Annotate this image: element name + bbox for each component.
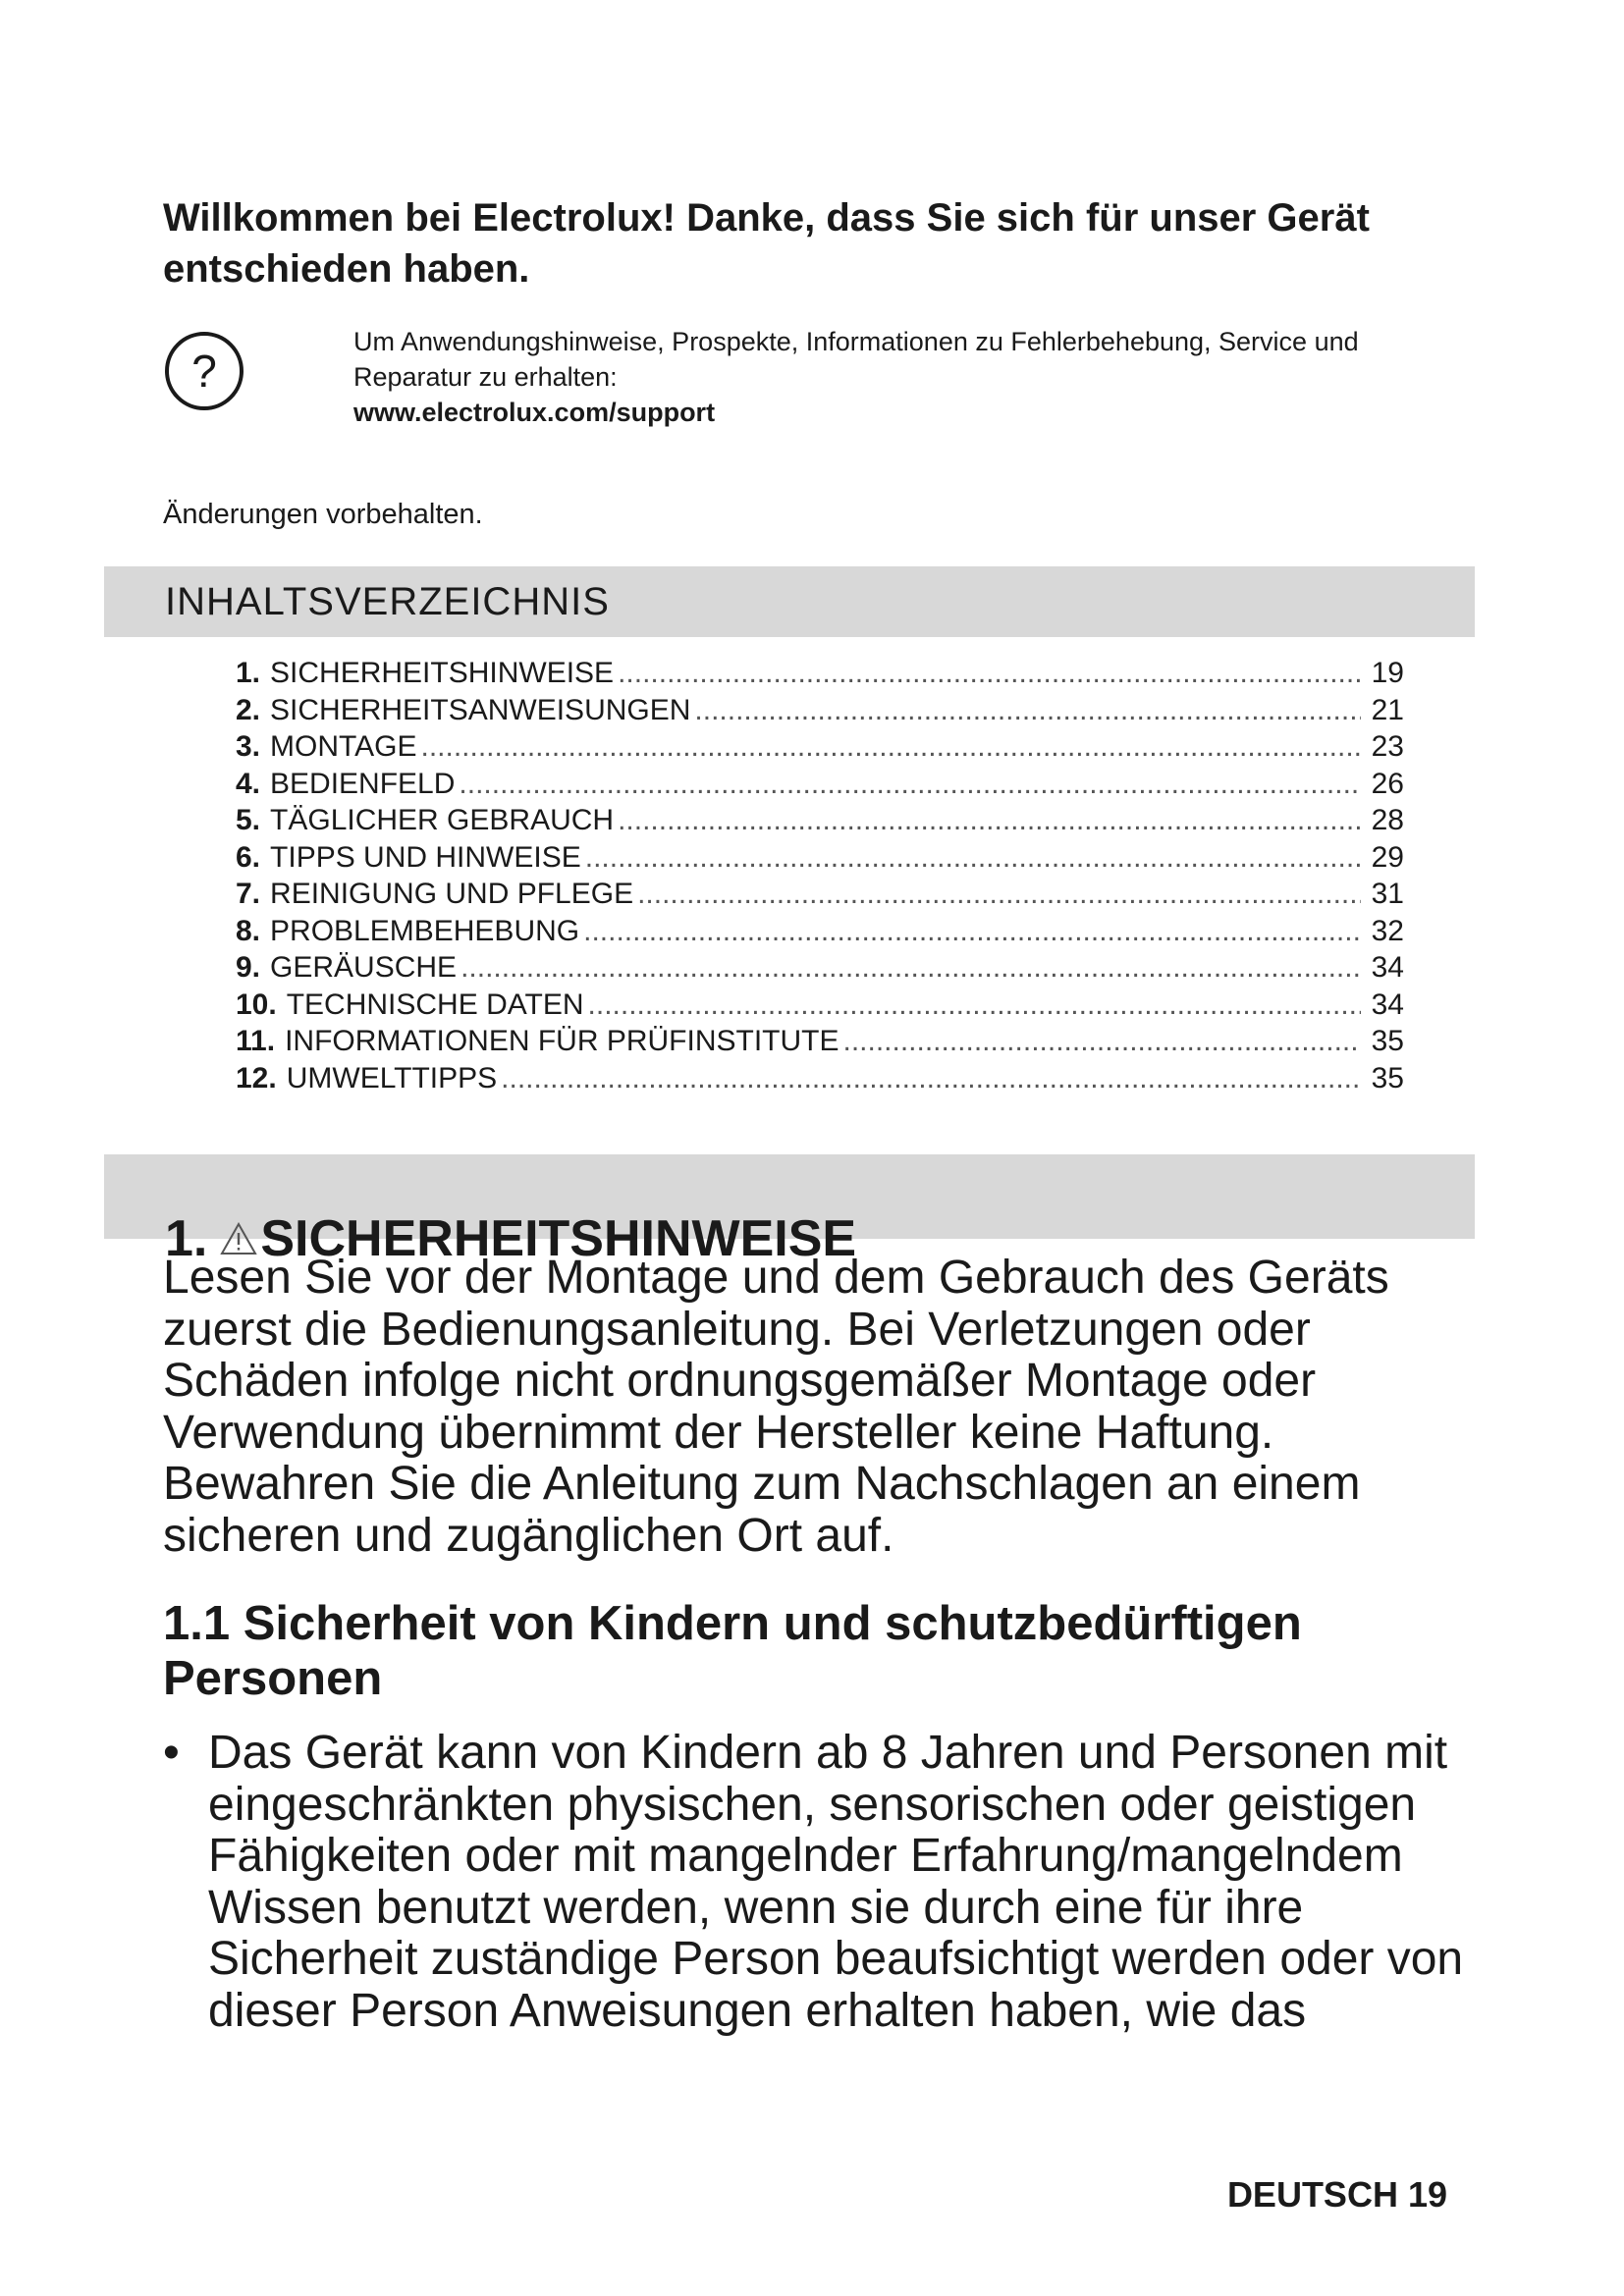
toc-entry-label: TÄGLICHER GEBRAUCH bbox=[270, 804, 615, 836]
toc-entry-page: 32 bbox=[1371, 914, 1404, 947]
toc-entry-label: MONTAGE bbox=[270, 730, 417, 763]
toc-entry[interactable] bbox=[236, 655, 1404, 692]
toc-header bbox=[104, 566, 1475, 637]
section-intro: Lesen Sie vor der Montage und dem Gebrauch des Geräts zuerst die Bedienungsanleitung. Bei Verletzungen oder Schäden infolge nicht ordnungsgemäßer Montage oder Verwendung übernimmt der Hersteller keine Haftung. Bewahren Sie die Anleitung zum Nachschlagen an einem sicheren und zugänglichen Ort auf. bbox=[163, 1252, 1389, 1562]
toc-entry-page: 23 bbox=[1371, 730, 1404, 763]
section-header bbox=[104, 1154, 1475, 1268]
bullet-item bbox=[163, 1728, 1469, 2037]
toc-entry-number: 5. bbox=[236, 804, 261, 836]
toc-entry[interactable] bbox=[236, 1060, 1404, 1097]
bullet-text: Das Gerät kann von Kindern ab 8 Jahren und Personen mit eingeschränkten physischen, sensorischen oder geistigen Fähigkeiten oder mit mangelnder Erfahrung/mangelndem Wissen benutzt werden, wenn sie durch eine für ihre Sicherheit zuständige Person beaufsichtigt werden oder von dieser Person Anweisungen erhalten haben, wie das bbox=[208, 1727, 1464, 2037]
toc-entry-page: 34 bbox=[1371, 951, 1404, 984]
toc-entry-label: PROBLEMBEHEBUNG bbox=[270, 914, 580, 947]
toc-entry-number: 3. bbox=[236, 730, 261, 763]
toc-leader bbox=[618, 655, 1361, 691]
subsection-heading: 1.1 Sicherheit von Kindern und schutzbedürftigen Personen bbox=[163, 1597, 1302, 1705]
toc-entry[interactable] bbox=[236, 802, 1404, 839]
toc-leader bbox=[459, 766, 1361, 802]
toc-entry-label: BEDIENFELD bbox=[270, 767, 456, 800]
toc-entry-page: 35 bbox=[1371, 1061, 1404, 1095]
welcome-heading: Willkommen bei Electrolux! Danke, dass Sie sich für unser Gerät entschieden haben. bbox=[163, 196, 1370, 291]
support-info bbox=[353, 324, 1483, 430]
toc-entry-number: 1. bbox=[236, 657, 261, 689]
toc-title: INHALTSVERZEICHNIS bbox=[165, 580, 610, 623]
toc-leader bbox=[583, 913, 1361, 949]
svg-text:?: ? bbox=[191, 346, 217, 397]
toc-entry-label: UMWELTTIPPS bbox=[286, 1061, 498, 1095]
toc-entry-label: TIPPS UND HINWEISE bbox=[270, 840, 581, 874]
support-link[interactable]: www.electrolux.com/support bbox=[353, 398, 716, 427]
toc-entry-label: INFORMATIONEN FÜR PRÜFINSTITUTE bbox=[285, 1025, 839, 1057]
section-title-text: SICHERHEITSHINWEISE bbox=[260, 1210, 857, 1268]
toc-entry-number: 7. bbox=[236, 878, 261, 910]
toc-leader bbox=[588, 987, 1361, 1023]
toc-entry-number: 10. bbox=[236, 988, 277, 1021]
bullet-marker: • bbox=[163, 1727, 180, 1779]
page-footer: DEUTSCH 19 bbox=[1226, 2174, 1447, 2215]
toc-entry[interactable] bbox=[236, 766, 1404, 803]
toc-entry-page: 34 bbox=[1371, 988, 1404, 1021]
toc-entry[interactable] bbox=[236, 987, 1404, 1024]
toc-entry[interactable] bbox=[236, 876, 1404, 913]
toc-leader bbox=[501, 1060, 1361, 1096]
question-circle-icon bbox=[163, 330, 245, 412]
toc-entry[interactable] bbox=[236, 692, 1404, 729]
toc-leader bbox=[585, 839, 1361, 876]
toc-leader bbox=[637, 876, 1361, 912]
toc-entry-number: 9. bbox=[236, 951, 261, 984]
toc-entry-label: GERÄUSCHE bbox=[270, 951, 458, 984]
section-number: 1. bbox=[165, 1210, 208, 1268]
toc-leader bbox=[460, 949, 1361, 986]
toc-entry-label: TECHNISCHE DATEN bbox=[286, 988, 584, 1021]
toc-entry-page: 19 bbox=[1371, 657, 1404, 689]
toc-entry-label: REINIGUNG UND PFLEGE bbox=[270, 878, 634, 910]
support-text: Um Anwendungshinweise, Prospekte, Informationen zu Fehlerbehebung, Service und Reparatur zu erhalten: bbox=[353, 327, 1359, 392]
toc-entry[interactable] bbox=[236, 949, 1404, 987]
toc-leader bbox=[694, 692, 1361, 728]
toc-entry[interactable] bbox=[236, 728, 1404, 766]
toc-entry-page: 29 bbox=[1371, 840, 1404, 874]
toc-entry-label: SICHERHEITSANWEISUNGEN bbox=[270, 693, 691, 726]
toc-entry-number: 4. bbox=[236, 767, 261, 800]
toc-leader bbox=[842, 1023, 1361, 1059]
toc-entry-number: 8. bbox=[236, 914, 261, 947]
changes-note: Änderungen vorbehalten. bbox=[163, 499, 483, 530]
toc-entry-page: 28 bbox=[1371, 804, 1404, 836]
toc-list bbox=[236, 655, 1404, 1096]
toc-leader bbox=[618, 802, 1361, 838]
toc-entry-number: 2. bbox=[236, 693, 261, 726]
toc-entry[interactable] bbox=[236, 839, 1404, 877]
toc-entry-number: 12. bbox=[236, 1061, 277, 1095]
toc-entry-page: 21 bbox=[1371, 693, 1404, 726]
toc-entry-page: 26 bbox=[1371, 767, 1404, 800]
toc-entry[interactable] bbox=[236, 1023, 1404, 1060]
toc-leader bbox=[420, 728, 1361, 765]
toc-entry-page: 35 bbox=[1371, 1025, 1404, 1057]
toc-entry-number: 6. bbox=[236, 840, 261, 874]
toc-entry-number: 11. bbox=[236, 1025, 276, 1057]
toc-entry[interactable] bbox=[236, 913, 1404, 950]
toc-entry-page: 31 bbox=[1371, 878, 1404, 910]
toc-entry-label: SICHERHEITSHINWEISE bbox=[270, 657, 615, 689]
